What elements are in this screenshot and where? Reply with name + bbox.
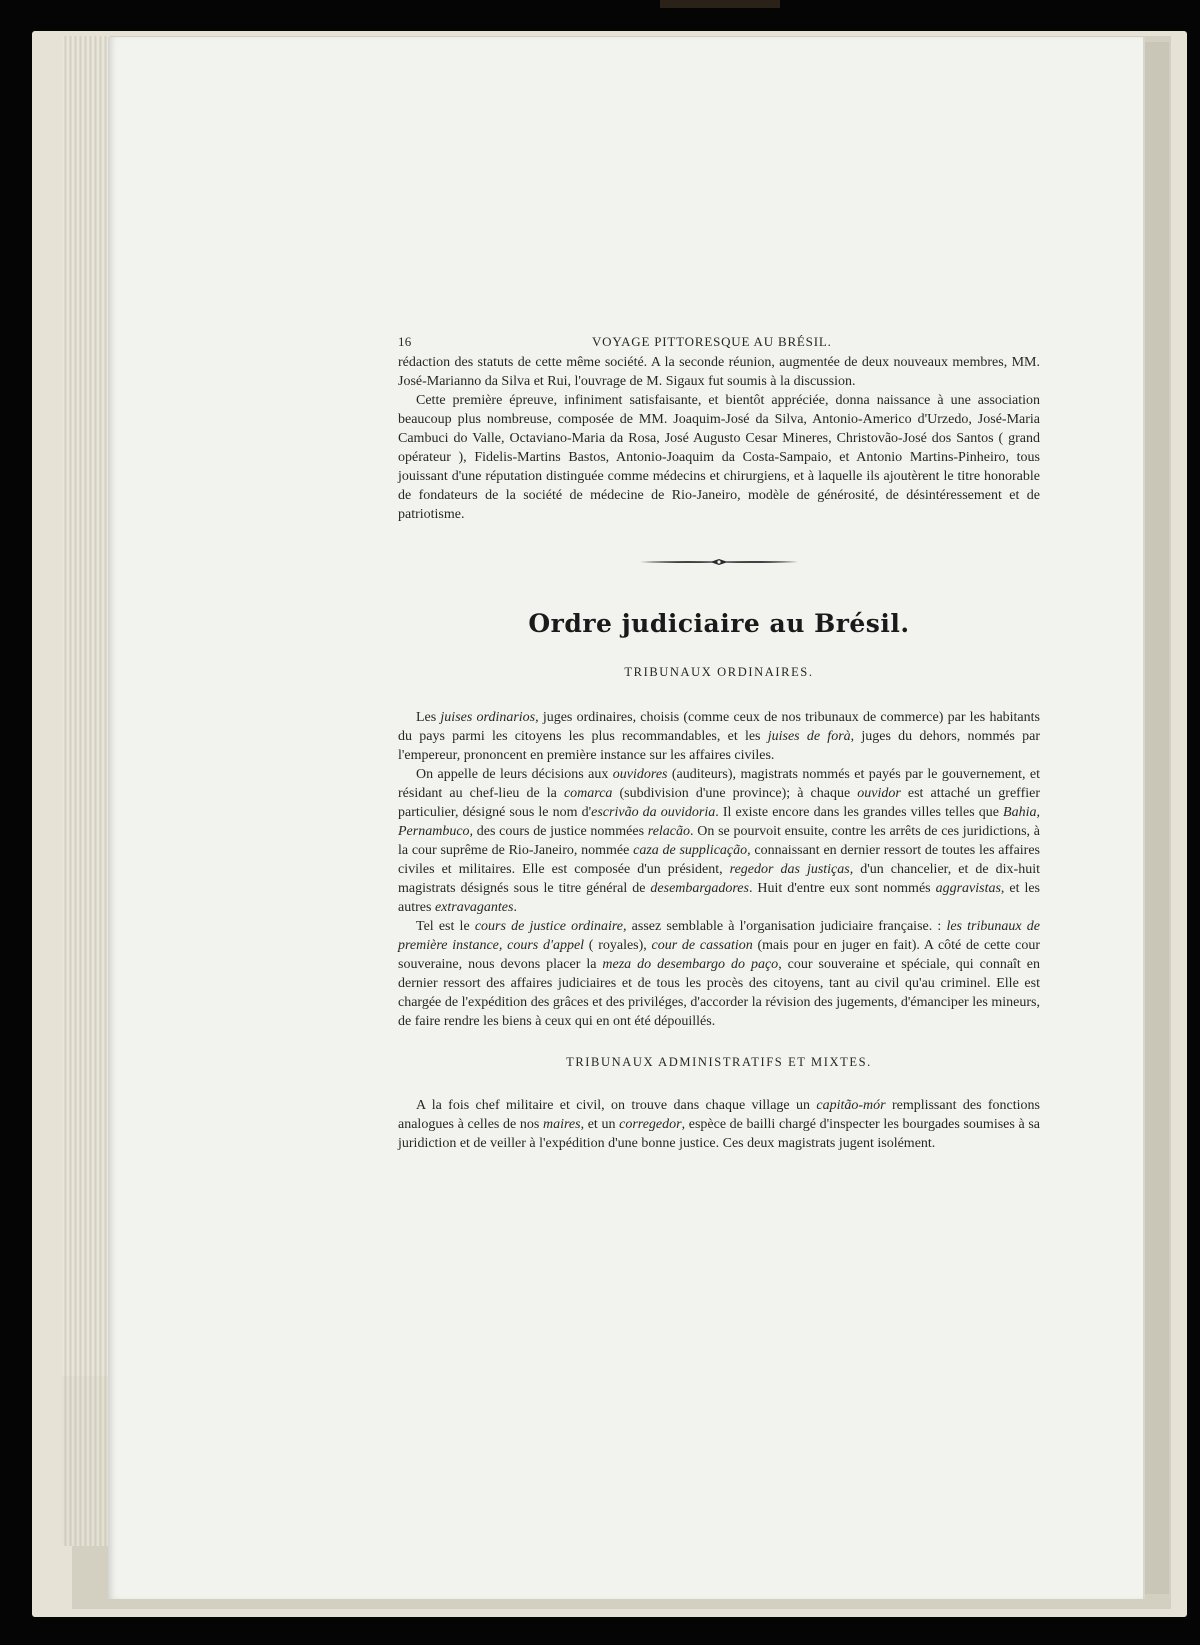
board-right-edge [1143,42,1169,1594]
running-header [398,332,1040,351]
ordinaires-paragraph-3: Tel est le cours de justice ordinaire, assez semblable à l'organisation judiciaire française. : les tribunaux de première instance, cours d'appel ( royales), cour de cassation (mais pour en juger en fait). A côté de cette cour souveraine, nous devons placer la meza do desembargo do paço, cour souveraine et spéciale, qui connaît en dernier ressort des affaires judiciaires et de tous les procès des citoyens, tant au civil qu'au criminel. Elle est chargée de l'expédition des grâces et des priviléges, d'accorder la révision des jugements, d'émanciper les mineurs, de faire rendre les biens à ceux qui en ont été dépouillés. [398,919,1040,1029]
running-title: VOYAGE PITTORESQUE AU BRÉSIL. [591,334,832,349]
intro-paragraph-2: Cette première épreuve, infiniment satisfaisante, et bientôt appréciée, donna naissance à une association beaucoup plus nombreuse, composée de MM. Joaquim-José da Silva, Antonio-Americo d'Urzedo, José-Maria Cambuci do Valle, Octaviano-Maria da Rosa, José Augusto Cesar Mineres, Christovão-José dos Santos ( grand opérateur ), Fidelis-Martins Bastos, Antonio-Joaquim da Costa-Sampaio, et Antonio Martins-Pinheiro, tous jouissant d'une réputation distinguée comme médecins et chirurgiens, et à laquelle ils ajoutèrent le titre honorable de fondateurs de la société de médecine de Rio-Janeiro, modèle de générosité, de désintéressement et de patriotisme. [398,393,1040,522]
intro-paragraph-1: rédaction des statuts de cette même société. A la seconde réunion, augmentée de deux nouveaux membres, MM. José-Marianno da Silva et Rui, l'ouvrage de M. Sigaux fut soumis à la discussion. [398,355,1040,389]
page-number: 16 [398,334,412,349]
ordinaires-paragraph-1: Les juises ordinarios, juges ordinaires, choisis (comme ceux de nos tribunaux de commerce) par les habitants du pays parmi les citoyens les plus recommandables, et les juises de forà, juges du dehors, nommés par l'empereur, prononcent en première instance sur les affaires civiles. [398,710,1040,763]
text-block [398,332,1040,1153]
ordinaires-paragraph-2: On appelle de leurs décisions aux ouvidores (auditeurs), magistrats nommés et payés par le gouvernement, et résidant au chef-lieu de la comarca (subdivision d'une province); à chaque ouvidor est attaché un greffier particulier, désigné sous le nom d'escrivão da ouvidoria. Il existe encore dans les grandes villes telles que Bahia, Pernambuco, des cours de justice nommées relacão. On se pourvoit ensuite, contre les arrêts de ces juridictions, à la cour suprême de Rio-Janeiro, nommée caza de supplicação, connaissant en dernier ressort de toutes les affaires civiles et militaires. Elle est composée d'un président, regedor das justiças, d'un chancelier, et de dix-huit magistrats désignés sous le titre général de desembargadores. Huit d'entre eux sont nommés aggravistas, et les autres extravagantes. [398,767,1041,915]
book-page [108,37,1143,1599]
mixtes-paragraph-1: A la fois chef militaire et civil, on trouve dans chaque village un capitão-mór remplissant des fonctions analogues à celles de nos maires, et un corregedor, espèce de bailli chargé d'inspecter les bourgades soumises à sa juridiction et de veiller à l'expédition d'une bonne justice. Ces deux magistrats jugent isolément. [398,1098,1040,1151]
top-tab [660,0,780,8]
section-heading: Ordre judiciaire au Brésil. [528,609,910,638]
subheading-tribunaux-mixtes: TRIBUNAUX ADMINISTRATIFS ET MIXTES. [566,1055,872,1069]
book-page-edges-lower [62,1376,110,1546]
subheading-tribunaux-ordinaires: TRIBUNAUX ORDINAIRES. [624,665,814,679]
book-page-edges [62,36,110,1376]
ornamental-rule-icon [640,554,798,564]
